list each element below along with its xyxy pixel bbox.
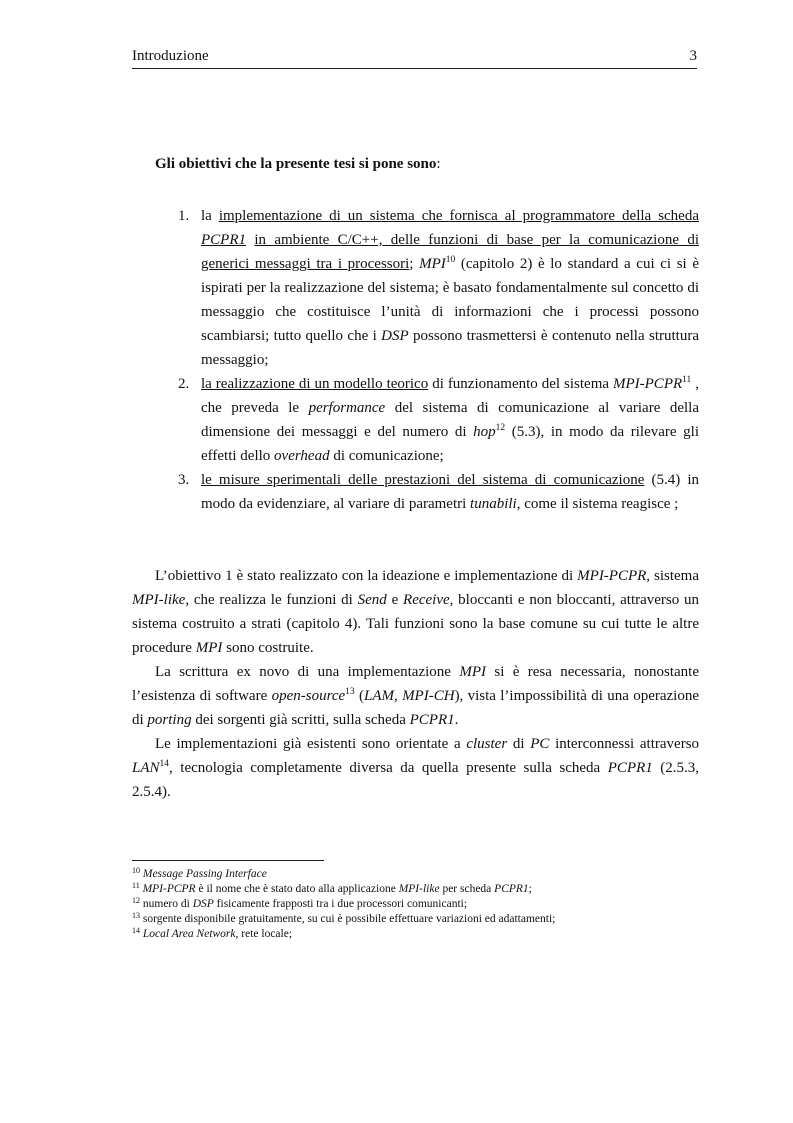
running-header xyxy=(132,46,697,69)
footnote: $^{13}$ sorgente disponibile gratuitamente, su cui è possibile effettuare variazioni ed adattamenti; xyxy=(132,911,556,925)
list-item: 2. la realizzazione di un modello teorico di funzionamento del sistema MPI-PCPR$^{11}$ , che preveda le performance del sistema di comunicazione al variare della dimensione dei messaggi e del numero di hop$^{12}$ (5.3), in modo da rilevare gli effetti dello overhead di comunicazione; xyxy=(178,375,700,464)
footnotes xyxy=(132,867,732,942)
objectives-intro: Gli obiettivi che la presente tesi si pone sono: xyxy=(155,156,441,172)
paragraph: Le implementazioni già esistenti sono orientate a cluster di PC interconnessi attraverso LAN$^{14}$, tecnologia completamente diversa da quella presente sulla scheda PCPR1 (2.5.3, 2.5.4). xyxy=(132,736,700,800)
objectives-list xyxy=(132,204,699,516)
paragraph: L’obiettivo 1 è stato realizzato con la ideazione e implementazione di MPI-PCPR, sistema MPI-like, che realizza le funzioni di Send e Receive, bloccanti e non bloccanti, attraverso un sistema costruito a strati (capitolo 4). Tali funzioni sono la base comune su cui tutte le altre procedure MPI sono costruite. xyxy=(132,568,700,656)
footnote: $^{14}$ Local Area Network, rete locale; xyxy=(132,926,293,940)
footnote: $^{10}$ Message Passing Interface xyxy=(132,866,267,880)
chapter-title: Introduzione xyxy=(132,48,209,64)
list-item: 3. le misure sperimentali delle prestazioni del sistema di comunicazione (5.4) in modo da evidenziare, al variare di parametri tunabili, come il sistema reagisce ; xyxy=(178,472,699,512)
paragraph: La scrittura ex novo di una implementazione MPI si è resa necessaria, nonostante l’esistenza di software open-source$^{13}$ (LAM, MPI-CH), vista l’impossibilità di una operazione di porting dei sorgenti già scritti, sulla scheda PCPR1. xyxy=(132,664,700,728)
page-number: 3 xyxy=(689,48,697,64)
footnote: $^{11}$ MPI-PCPR è il nome che è stato dato alla applicazione MPI-like per scheda PCPR1; xyxy=(132,881,532,895)
footnote: $^{12}$ numero di DSP fisicamente frapposti tra i due processori comunicanti; xyxy=(132,896,468,910)
list-item: 1. la implementazione di un sistema che fornisca al programmatore della scheda PCPR1 in ambiente C/C++, delle funzioni di base per la comunicazione di generici messaggi tra i processori; MPI$^{10}$ (capitolo 2) è lo standard a cui ci si è ispirati per la realizzazione del sistema; è basato fondamentalmente sul concetto di messaggio che costituisce l’unità di informazioni che i processi possono scambiarsi; tutto quello che i DSP possono trasmettersi è contenuto nella struttura messaggio; xyxy=(178,208,700,368)
footnote-separator xyxy=(132,860,324,861)
body-text xyxy=(132,564,699,804)
